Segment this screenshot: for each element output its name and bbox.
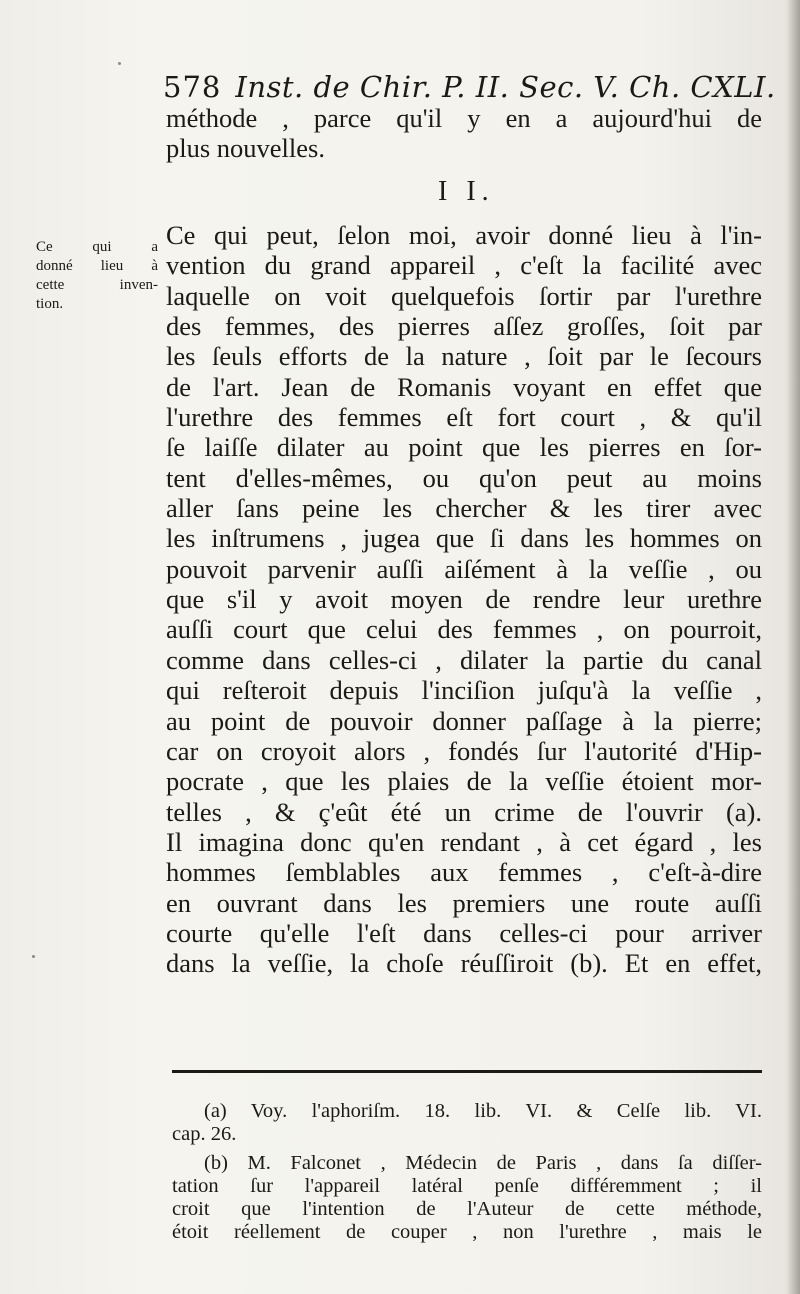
margin-note-line: cette inven- xyxy=(36,277,158,293)
footnote-line: étoit réellement de couper , non l'urethre , mais le xyxy=(172,1221,762,1243)
text-line: plus nouvelles. xyxy=(166,133,325,164)
text-line: méthode , parce qu'il y en a aujourd'hui de xyxy=(166,103,762,133)
text-line: tent d'elles-mêmes, ou qu'on peut au moins xyxy=(166,462,762,493)
footnote-line: (a) Voy. l'aphoriſm. 18. lib. VI. & Celſe lib. VI. xyxy=(204,1100,762,1122)
text-line: telles , & ç'eût été un crime de l'ouvrir (a). xyxy=(166,796,762,827)
main-paragraph xyxy=(166,220,762,979)
text-line: en ouvrant dans les premiers une route auſſi xyxy=(166,887,762,918)
running-title: Inst. de Chir. P. II. Sec. V. Ch. CXLI. xyxy=(235,70,776,104)
text-line: pouvoit parvenir auſſi aiſément à la veſſie , ou xyxy=(166,553,762,584)
footnote-line: (b) M. Falconet , Médecin de Paris , dans ſa diſſer- xyxy=(204,1152,762,1174)
text-line: de l'art. Jean de Romanis voyant en effet que xyxy=(166,371,762,402)
footnotes xyxy=(172,1100,762,1244)
margin-note-line: Ce qui a xyxy=(36,239,158,255)
footnote-line: tation ſur l'appareil latéral penſe différemment ; il xyxy=(172,1175,762,1197)
footnote-line: cap. 26. xyxy=(172,1123,237,1145)
footnote-rule xyxy=(172,1070,762,1073)
text-line: car on croyoit alors , fondés ſur l'autorité d'Hip- xyxy=(166,735,762,766)
margin-note-line: donné lieu à xyxy=(36,258,158,274)
text-line: qui reſteroit depuis l'inciſion juſqu'à la veſſie , xyxy=(166,675,762,706)
text-line: comme dans celles-ci , dilater la partie du canal xyxy=(166,644,762,675)
running-header xyxy=(163,68,776,106)
text-line: l'urethre des femmes eſt fort court , & qu'il xyxy=(166,402,762,433)
text-line: auſſi court que celui des femmes , on pourroit, xyxy=(166,614,762,645)
text-line: courte qu'elle l'eſt dans celles-ci pour arriver xyxy=(166,917,762,948)
section-number: I I. xyxy=(438,176,495,207)
page-gutter-shadow xyxy=(786,0,800,1294)
margin-note-line: tion. xyxy=(36,296,64,312)
text-line: Il imagina donc qu'en rendant , à cet égard , les xyxy=(166,826,762,857)
text-line: aller ſans peine les chercher & les tirer avec xyxy=(166,493,762,524)
text-line: hommes ſemblables aux femmes , c'eſt-à-dire xyxy=(166,857,762,888)
page-number: 578 xyxy=(163,70,222,104)
text-line: dans la veſſie, la choſe réuſſiroit (b). Et en effet, xyxy=(166,948,762,979)
text-line: Ce qui peut, ſelon moi, avoir donné lieu à l'in- xyxy=(166,220,762,250)
footnote-line: croit que l'intention de l'Auteur de cette méthode, xyxy=(172,1198,762,1220)
footnote-b xyxy=(172,1152,762,1244)
text-line: vention du grand appareil , c'eſt la facilité avec xyxy=(166,250,762,281)
text-line: pocrate , que les plaies de la veſſie étoient mor- xyxy=(166,766,762,797)
text-line: au point de pouvoir donner paſſage à la pierre; xyxy=(166,705,762,736)
ink-speck xyxy=(118,62,121,65)
text-line: les inſtrumens , jugea que ſi dans les hommes on xyxy=(166,523,762,554)
text-line: des femmes, des pierres aſſez groſſes, ſoit par xyxy=(166,311,762,342)
text-line: que s'il y avoit moyen de rendre leur urethre xyxy=(166,584,762,615)
text-line: ſe laiſſe dilater au point que les pierres en ſor- xyxy=(166,432,762,463)
footnote-a xyxy=(172,1100,762,1146)
ink-speck xyxy=(32,955,35,958)
text-line: laquelle on voit quelquefois ſortir par l'urethre xyxy=(166,280,762,311)
text-line: les ſeuls efforts de la nature , ſoit par le ſecours xyxy=(166,341,762,372)
margin-note xyxy=(36,238,158,314)
intro-text xyxy=(166,103,762,163)
